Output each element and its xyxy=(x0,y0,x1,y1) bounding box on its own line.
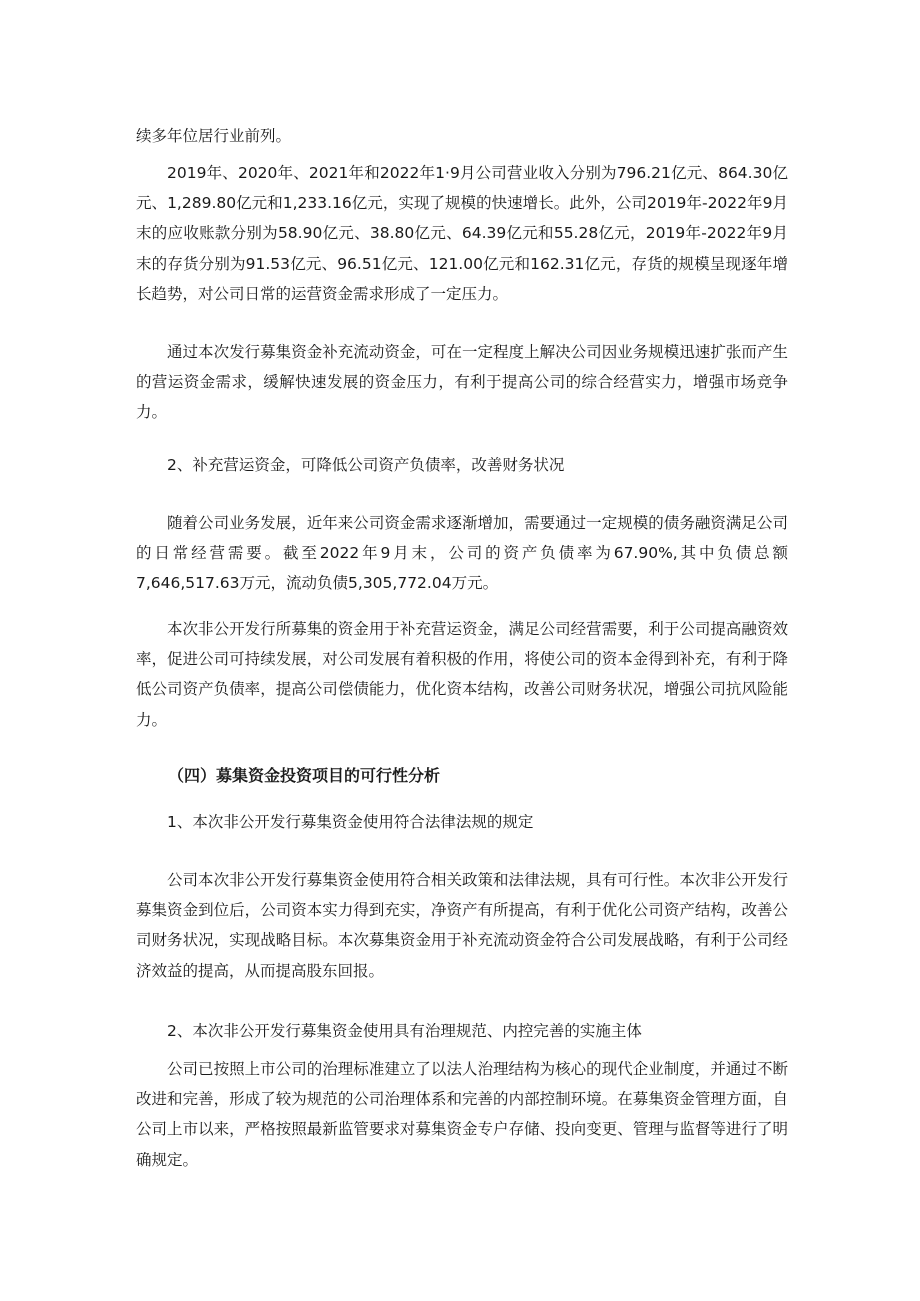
section-heading-feasibility: （四）募集资金投资项目的可行性分析 xyxy=(168,766,441,785)
paragraph-governance: 公司已按照上市公司的治理标准建立了以法人治理结构为核心的现代企业制度，并通过不断改进和完善，形成了较为规范的公司治理体系和完善的内部控制环境。在募集资金管理方面，自公司上市以来，严格按照最新监管要求对募集资金专户存储、投向变更、管理与监督等进行了明确规定。 xyxy=(136,1060,788,1169)
paragraph-raise-funds: 通过本次发行募集资金补充流动资金，可在一定程度上解决公司因业务规模迅速扩张而产生的营运资金需求，缓解快速发展的资金压力，有利于提高公司的综合经营实力，增强市场竞争力。 xyxy=(136,343,788,422)
paragraph-legal-compliance: 公司本次非公开发行募集资金使用符合相关政策和法律法规，具有可行性。本次非公开发行募集资金到位后，公司资本实力得到充实，净资产有所提高，有利于优化公司资产结构，改善公司财务状况，实现战略目标。本次募集资金用于补充流动资金符合公司发展战略，有利于公司经济效益的提高，从而提高股东回报。 xyxy=(136,871,788,980)
paragraph-effect: 本次非公开发行所募集的资金用于补充营运资金，满足公司经营需要，利于公司提高融资效率，促进公司可持续发展，对公司发展有着积极的作用，将使公司的资本金得到补充，有利于降低公司资产负债率，提高公司偿债能力，优化资本结构，改善公司财务状况，增强公司抗风险能力。 xyxy=(136,620,788,729)
subheading-governance: 2、本次非公开发行募集资金使用具有治理规范、内控完善的实施主体 xyxy=(167,1022,642,1040)
subheading-legal-compliance: 1、本次非公开发行募集资金使用符合法律法规的规定 xyxy=(167,813,534,831)
heading-replenish-capital: 2、补充营运资金，可降低公司资产负债率，改善财务状况 xyxy=(167,456,565,474)
paragraph-debt-ratio: 随着公司业务发展，近年来公司资金需求逐渐增加，需要通过一定规模的债务融资满足公司的日常经营需要。截至2022年9月末，公司的资产负债率为67.90%,其中负债总额7,646,517.63万元，流动负债5,305,772.04万元。 xyxy=(136,514,788,593)
paragraph-revenue: 2019年、2020年、2021年和2022年1·9月公司营业收入分别为796.21亿元、864.30亿元、1,289.80亿元和1,233.16亿元，实现了规模的快速增长。此外，公司2019年-2022年9月末的应收账款分别为58.90亿元、38.80亿元、64.39亿元和55.28亿元，2019年-2022年9月末的存货分别为91.53亿元、96.51亿元、121.00亿元和162.31亿元，存货的规模呈现逐年增长趋势，对公司日常的运营资金需求形成了一定压力。 xyxy=(136,164,788,303)
paragraph-continuation: 续多年位居行业前列。 xyxy=(136,127,292,145)
